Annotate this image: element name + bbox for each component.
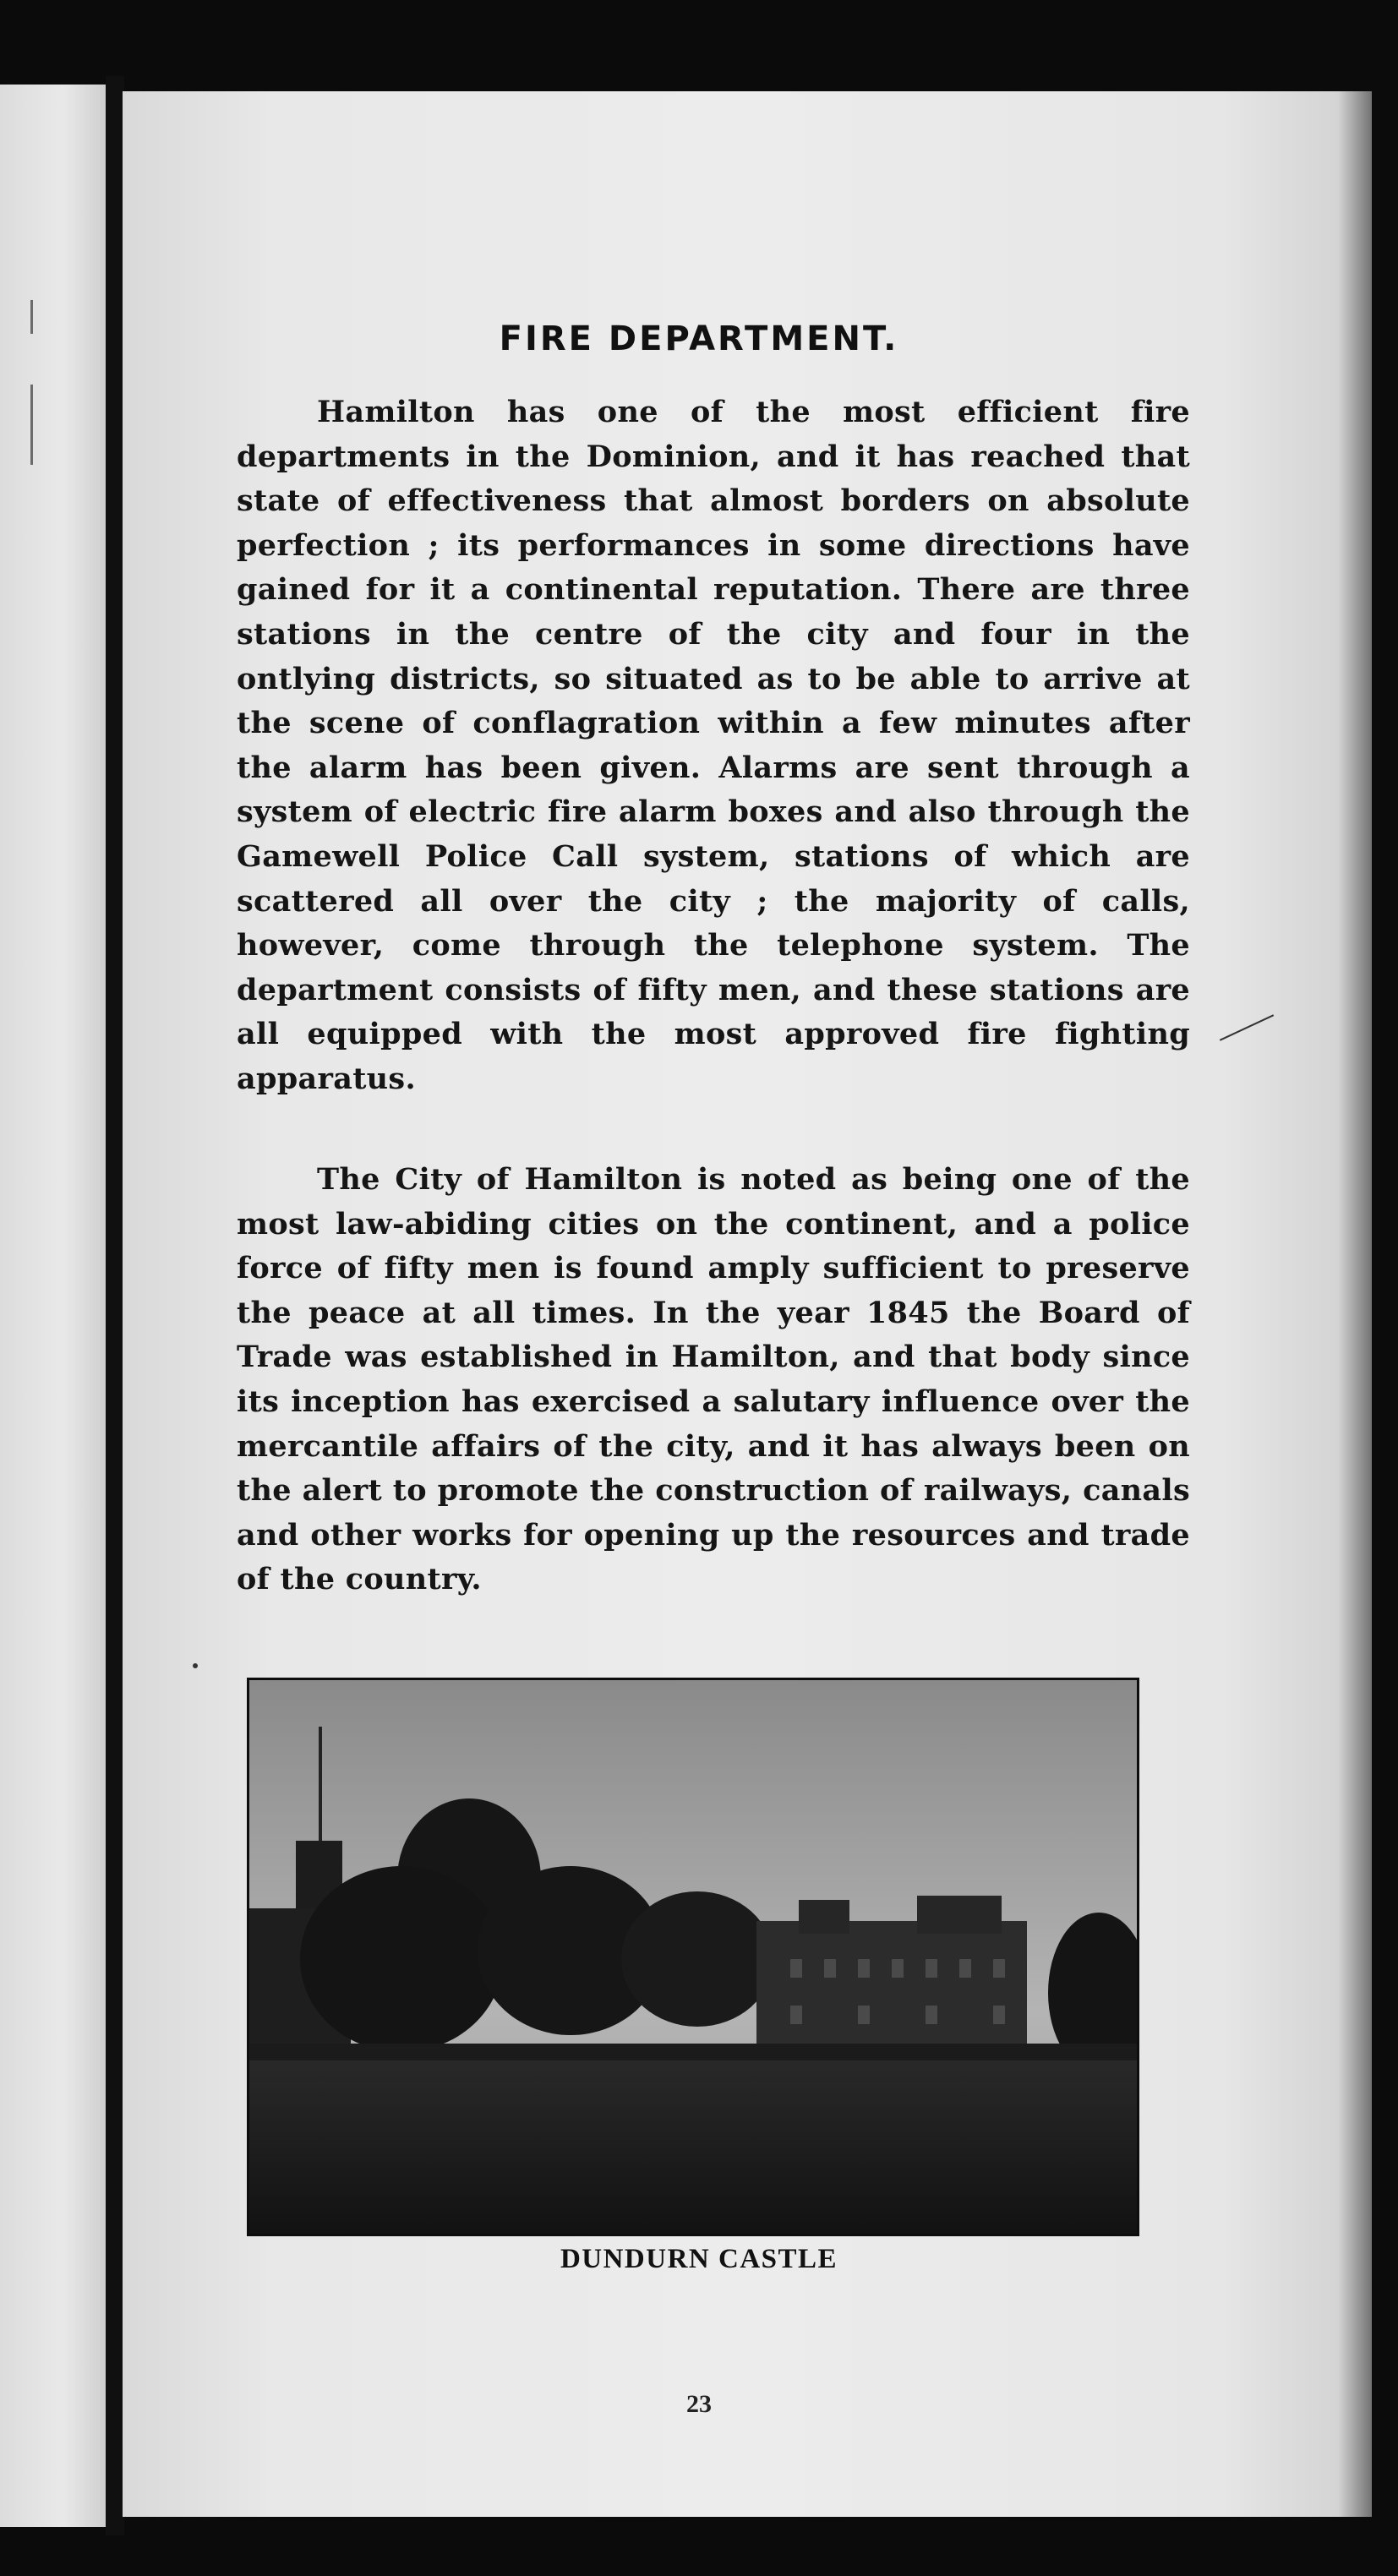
facing-page-mark [30,385,33,465]
photo-caption: DUNDURN CASTLE [560,2244,838,2274]
page-number: 23 [686,2390,712,2418]
book-gutter [106,76,124,2535]
margin-dot [193,1663,198,1668]
paragraph-city-of-hamilton: The City of Hamilton is noted as being one of the most law-abiding cities on the continent, and a police force of fifty men is found amply sufficient to preserve the peace at all times. In the year 1845 the Board of Trade was established in Hamilton, and that body since its inception has exercised a salutary influence over the mercantile affairs of the city, and it has always been on the alert to promote the construction of railways, canals and other works for opening up the resources and trade of the country. [237,1162,1190,1597]
dundurn-castle-photo [247,1678,1139,2236]
paragraph-fire-department: Hamilton has one of the most efficient fire departments in the Dominion, and it has reached that state of effectiveness that almost borders on absolute perfection ; its performances in some directions have gained for it a continental reputation. There are three stations in the centre of the city and four in the ontlying districts, so situated as to be able to arrive at the scene of conflagration within a few minutes after the alarm has been given. Alarms are sent through a system of electric fire alarm boxes and also through the Gamewell Police Call system, stations of which are scattered all over the city ; the majority of calls, however, come through the telephone system. The department consists of fifty men, and these stations are all equipped with the most approved fire fighting apparatus. [237,395,1190,1096]
page-heading: FIRE DEPARTMENT. [499,319,899,358]
facing-page-edge [0,85,106,2527]
